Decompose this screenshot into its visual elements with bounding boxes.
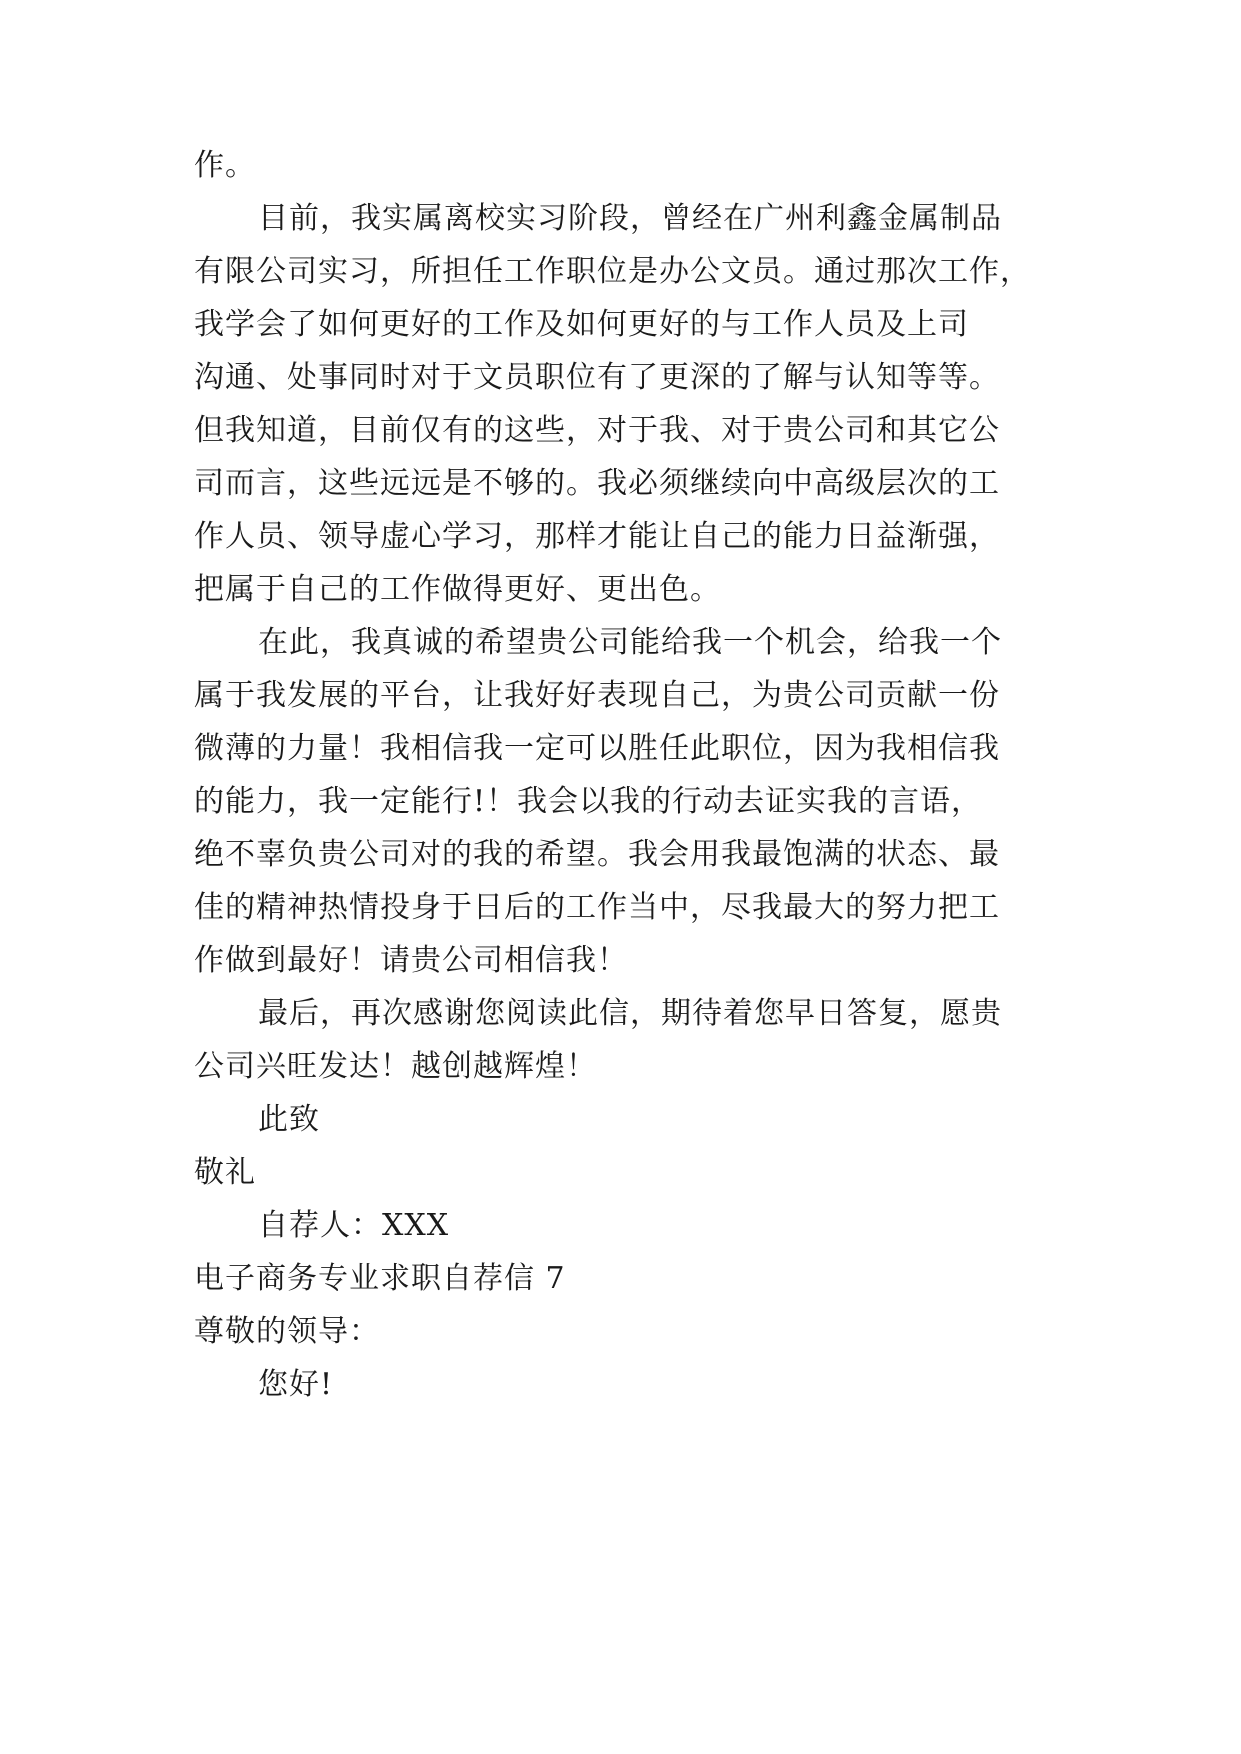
text-line: 沟通、处事同时对于文员职位有了更深的了解与认知等等。	[194, 360, 1000, 395]
closing-regards: 敬礼	[194, 1155, 256, 1190]
section-title: 电子商务专业求职自荐信 7	[194, 1261, 566, 1296]
text-line: 佳的精神热情投身于日后的工作当中，尽我最大的努力把工	[194, 890, 1000, 925]
text-line: 我学会了如何更好的工作及如何更好的与工作人员及上司	[194, 307, 969, 342]
signature-line: 自荐人：XXX	[258, 1208, 450, 1243]
closing-salutation: 此致	[258, 1102, 320, 1137]
greeting-line: 您好!	[258, 1367, 334, 1402]
text-line: 但我知道，目前仅有的这些，对于我、对于贵公司和其它公	[194, 413, 1000, 448]
text-line: 绝不辜负贵公司对的我的希望。我会用我最饱满的状态、最	[194, 837, 1000, 872]
text-line: 在此，我真诚的希望贵公司能给我一个机会，给我一个	[258, 625, 1002, 660]
text-line: 把属于自己的工作做得更好、更出色。	[194, 572, 721, 607]
text-line: 作人员、领导虚心学习，那样才能让自己的能力日益渐强，	[194, 519, 1000, 554]
text-line: 微薄的力量！我相信我一定可以胜任此职位，因为我相信我	[194, 731, 1000, 766]
text-line: 目前，我实属离校实习阶段，曾经在广州利鑫金属制品	[258, 201, 1002, 236]
text-line: 公司兴旺发达！越创越辉煌！	[194, 1049, 597, 1084]
text-line: 有限公司实习，所担任工作职位是办公文员。通过那次工作，	[194, 254, 1031, 289]
text-line: 司而言，这些远远是不够的。我必须继续向中高级层次的工	[194, 466, 1000, 501]
text-line: 最后，再次感谢您阅读此信，期待着您早日答复，愿贵	[258, 996, 1002, 1031]
text-line: 作。	[194, 148, 256, 183]
text-line: 的能力，我一定能行!！我会以我的行动去证实我的言语，	[194, 784, 983, 819]
text-line: 作做到最好！请贵公司相信我！	[194, 943, 628, 978]
greeting-line: 尊敬的领导：	[194, 1314, 380, 1349]
text-line: 属于我发展的平台，让我好好表现自己，为贵公司贡献一份	[194, 678, 1000, 713]
